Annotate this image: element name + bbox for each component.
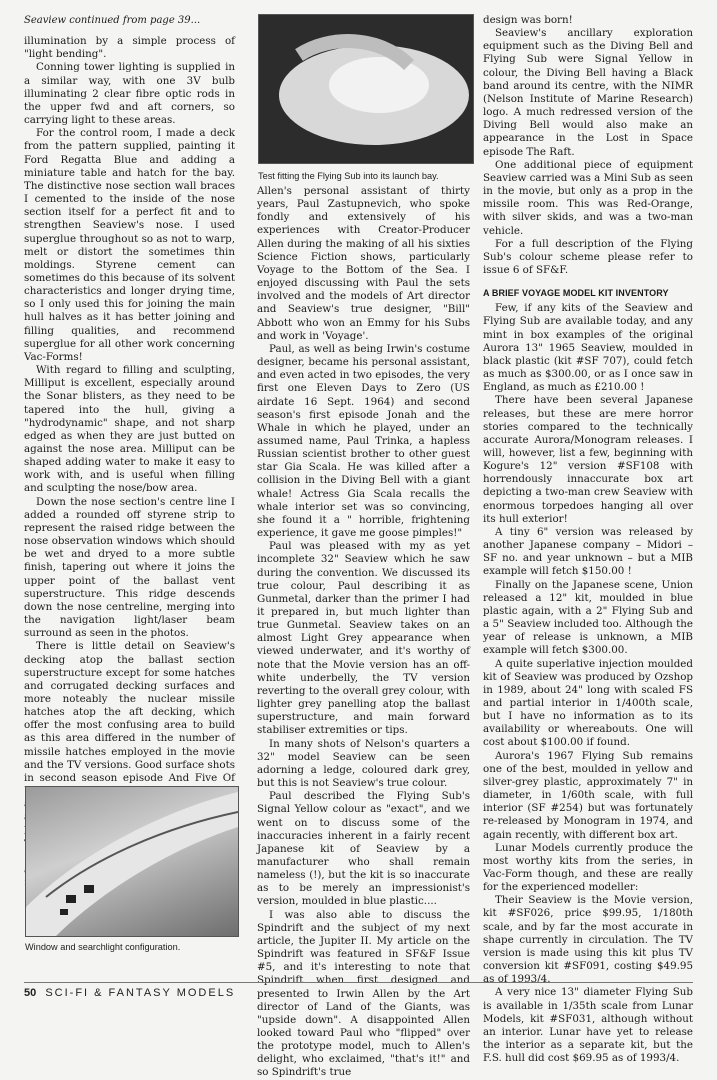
paragraph: design was born! xyxy=(483,14,573,26)
paragraph: Aurora's 1967 Flying Sub remains one of the best, moulded in yellow and silver-grey plastic, approximately 7" in diameter, in 1/60th scale, with full interior (SF #254) but was fortunately re-released by Monogram in 1974, and again recently, with different box art. xyxy=(483,749,693,841)
flying-sub-image xyxy=(259,15,473,163)
flying-sub-photo xyxy=(258,14,474,164)
paragraph: Paul was pleased with my as yet incomplete 32" Seaview which he saw during the convention. We discussed its true colour, Paul describing it as Gunmetal, darker than the primer I had it prepared in, but much lighter than true Gunmetal. Seaview takes on an almost Light Grey appearance when viewed underwater, and it's worthy of note that the Movie version has an off-white underbelly, the TV version reverting to the overall grey colour, with lighter grey panelling atop the ballast superstructure, and main forward stabiliser extremities or tips. xyxy=(257,540,470,737)
paragraph: Finally on the Japanese scene, Union released a 12" kit, moulded in blue plastic again, with a 2" Flying Sub and a 5" Seaview included too. Although the year of release is unknown, a MIB example will fetch $300.00. xyxy=(483,578,693,657)
paragraph: Their Seaview is the Movie version, kit #SF026, price $99.95, 1/180th scale, and by far the most accurate in shape currently in circulation. The TV version is made using this kit plus TV conversion kit #SF091, costing $49.95 as of 1993/4. xyxy=(483,894,693,986)
paragraph: A very nice 13" diameter Flying Sub is available in 1/35th scale from Lunar Models, kit #SF031, although without an interior. Lunar have yet to release the interior as a separate kit, but the F.S. hull did cost $69.95 as of 1993/4. xyxy=(483,986,693,1065)
paragraph: For a full description of the Flying Sub's colour scheme please refer to issue 6 of SF&F. xyxy=(483,237,693,276)
page-footer xyxy=(24,982,693,999)
paragraph: Down the nose section's centre line I added a rounded off styrene strip to represent the raised ridge between the nose observation windows which should be wet and dryed to a more subtle finish, tapering out where it joins the upper point of the ballast vent superstructure. This ridge descends down the nose centreline, merging into the navigation light/laser beam surround as seen in the photos. xyxy=(24,495,235,640)
paragraph: A quite superlative injection moulded kit of Seaview was produced by Ozshop in 1989, about 24" long with scaled FS and partial interior in 1/400th scale, but I have no information as to its availability or whereabouts. One will cost about $100.00 if found. xyxy=(483,657,693,749)
column-2 xyxy=(257,185,470,1080)
paragraph: I was also able to discuss the Spindrift and the subject of my next article, the Jupiter II. My article on the Spindrift was featured in SF&F Issue #5, and it's interesting to note that Spindrift when first designed and presented to Irwin Allen by the Art director of Land of the Giants, was "upside down". A disappointed Allen looked toward Paul who "flipped" over the prototype model, much to Allen's delight, who exclaimed, "that's it!" and so Spindrift's true xyxy=(257,908,470,1079)
magazine-name: SCI-FI & FANTASY MODELS xyxy=(45,987,236,999)
section-heading: A BRIEF VOYAGE MODEL KIT INVENTORY xyxy=(483,288,669,299)
paragraph: For the control room, I made a deck from the pattern supplied, painting it Ford Regatta Blue and adding a miniature table and hatch for the bay. The distinctive nose section wall braces I cemented to the inside of the nose section itself for a perfect fit and to strengthen Seaview's nose. I used superglue throughout so as not to warp, melt or distort the sometimes thin moldings. Styrene cement can sometimes do this because of its solvent characteristics and longer drying time, so I only used this for joining the main hull halves as it has better joining and filling qualities, and recommend superglue for all other work concerning Vac-Forms! xyxy=(24,127,235,363)
paragraph: Paul, as well as being Irwin's costume designer, became his personal assistant, and even acted in two episodes, the very first one Eleven Days to Zero (US airdate 16 Sept. 1964) and second season's first episode Jonah and the Whale in which he played, under an assumed name, Paul Trinka, a hapless Russian scientist brother to other guest star Gia Scala. He was killed after a collision in the Diving Bell with a giant whale! Actress Gia Scala recalls the whale interior set was so convincing, she found it a " horrible, frightening experience, it gave me goose pimples!" xyxy=(257,342,470,540)
paragraph: There is little detail on Seaview's decking atop the ballast section superstructure except for some hatches and corrugated decking surfaces and more noteably the nuclear missile hatches atop the aft decking, which offer the most confusing area to build as this area differed in the number of missile hatches employed in the movie and the TV versions. Good surface shots in second season episode And Five Of xyxy=(24,640,235,784)
paragraph: illumination by a simple process of "light bending". xyxy=(24,35,235,61)
seaview-window-photo xyxy=(25,786,239,937)
paragraph: One additional piece of equipment Seaview carried was a Mini Sub as seen in the movie, but only as a prop in the missile room. This was Red-Orange, with silver skids, and was a two-man vehicle. xyxy=(483,158,693,237)
paragraph: Allen's personal assistant of thirty years, Paul Zastupnevich, who spoke fondly and extensively of his experiences with Creator-Producer Allen during the making of all his sixties Science Fiction shows, particularly Voyage to the Bottom of the Sea. I enjoyed discussing with Paul the sets involved and the models of Art director and Seaview's true designer, "Bill" Abbott who won an Emmy for his Subs and work in 'Voyage'. xyxy=(257,185,470,342)
paragraph: A tiny 6" version was released by another Japanese company – Midori – SF no. and year unknown – but a MIB example will fetch $150.00 ! xyxy=(483,525,693,578)
photo-caption: Window and searchlight configuration. xyxy=(25,942,181,952)
paragraph: There have been several Japanese releases, but these are mere horror stories compared to the technically accurate Aurora/Monogram releases. I will, however, list a few, beginning with Kogure's 12" version #SF108 with horrendously innaccurate box art depicting a two-man crew Seaview with enormous torpedoes hanging all over its hull exterior! xyxy=(483,394,693,525)
paragraph: Seaview's ancillary exploration equipment such as the Diving Bell and Flying Sub were Signal Yellow in colour, the Diving Bell having a Black band around its centre, with the NIMR (Nelson Institute of Marine Research) logo. A much redressed version of the Diving Bell would also make an appearance in the Lost in Space episode The Raft. xyxy=(483,27,693,158)
paragraph: With regard to filling and sculpting, Milliput is excellent, especially around the Sonar blisters, as they need to be tapered into the hull, giving a "hydrodynamic" shape, and not sharp edged as when they are just butted on against the nose area. Milliput can be shaped adding water to make it easy to work with, and is useful when filling and sculpting the nose/bow area. xyxy=(24,364,235,495)
continued-note: Seaview continued from page 39... xyxy=(24,15,201,26)
column-1 xyxy=(24,14,235,890)
page-number: 50 xyxy=(24,987,37,999)
paragraph: Few, if any kits of the Seaview and Flying Sub are available today, and any mint in box examples of the original Aurora 13" 1965 Seaview, moulded in black plastic (kit #SF 707), could fetch as much as $300.00, or as I once saw in England, as much as £210.00 ! xyxy=(483,302,693,394)
photo-caption: Test fitting the Flying Sub into its launch bay. xyxy=(258,171,439,181)
paragraph: Paul described the Flying Sub's Signal Yellow colour as "exact", and we went on to discuss some of the inaccuracies inherent in a fairly recent Japanese kit of Seaview by a manufacturer who shall remain nameless (!), but the kit is so inaccurate as to be merely an impressionist's version, moulded in blue plastic.... xyxy=(257,790,470,908)
paragraph: In many shots of Nelson's quarters a 32" model Seaview can be seen adorning a ledge, coloured dark grey, but this is not Seaview's true colour. xyxy=(257,737,470,790)
paragraph: Conning tower lighting is supplied in a similar way, with one 3V bulb illuminating 2 clear fibre optic rods in the upper fwd and aft corners, so carrying light to these areas. xyxy=(24,61,235,127)
seaview-model-image xyxy=(26,787,238,936)
paragraph: Lunar Models currently produce the most worthy kits from the series, in Vac-Form though, and these are really for the experienced modeller: xyxy=(483,841,693,894)
column-3 xyxy=(483,14,693,1065)
